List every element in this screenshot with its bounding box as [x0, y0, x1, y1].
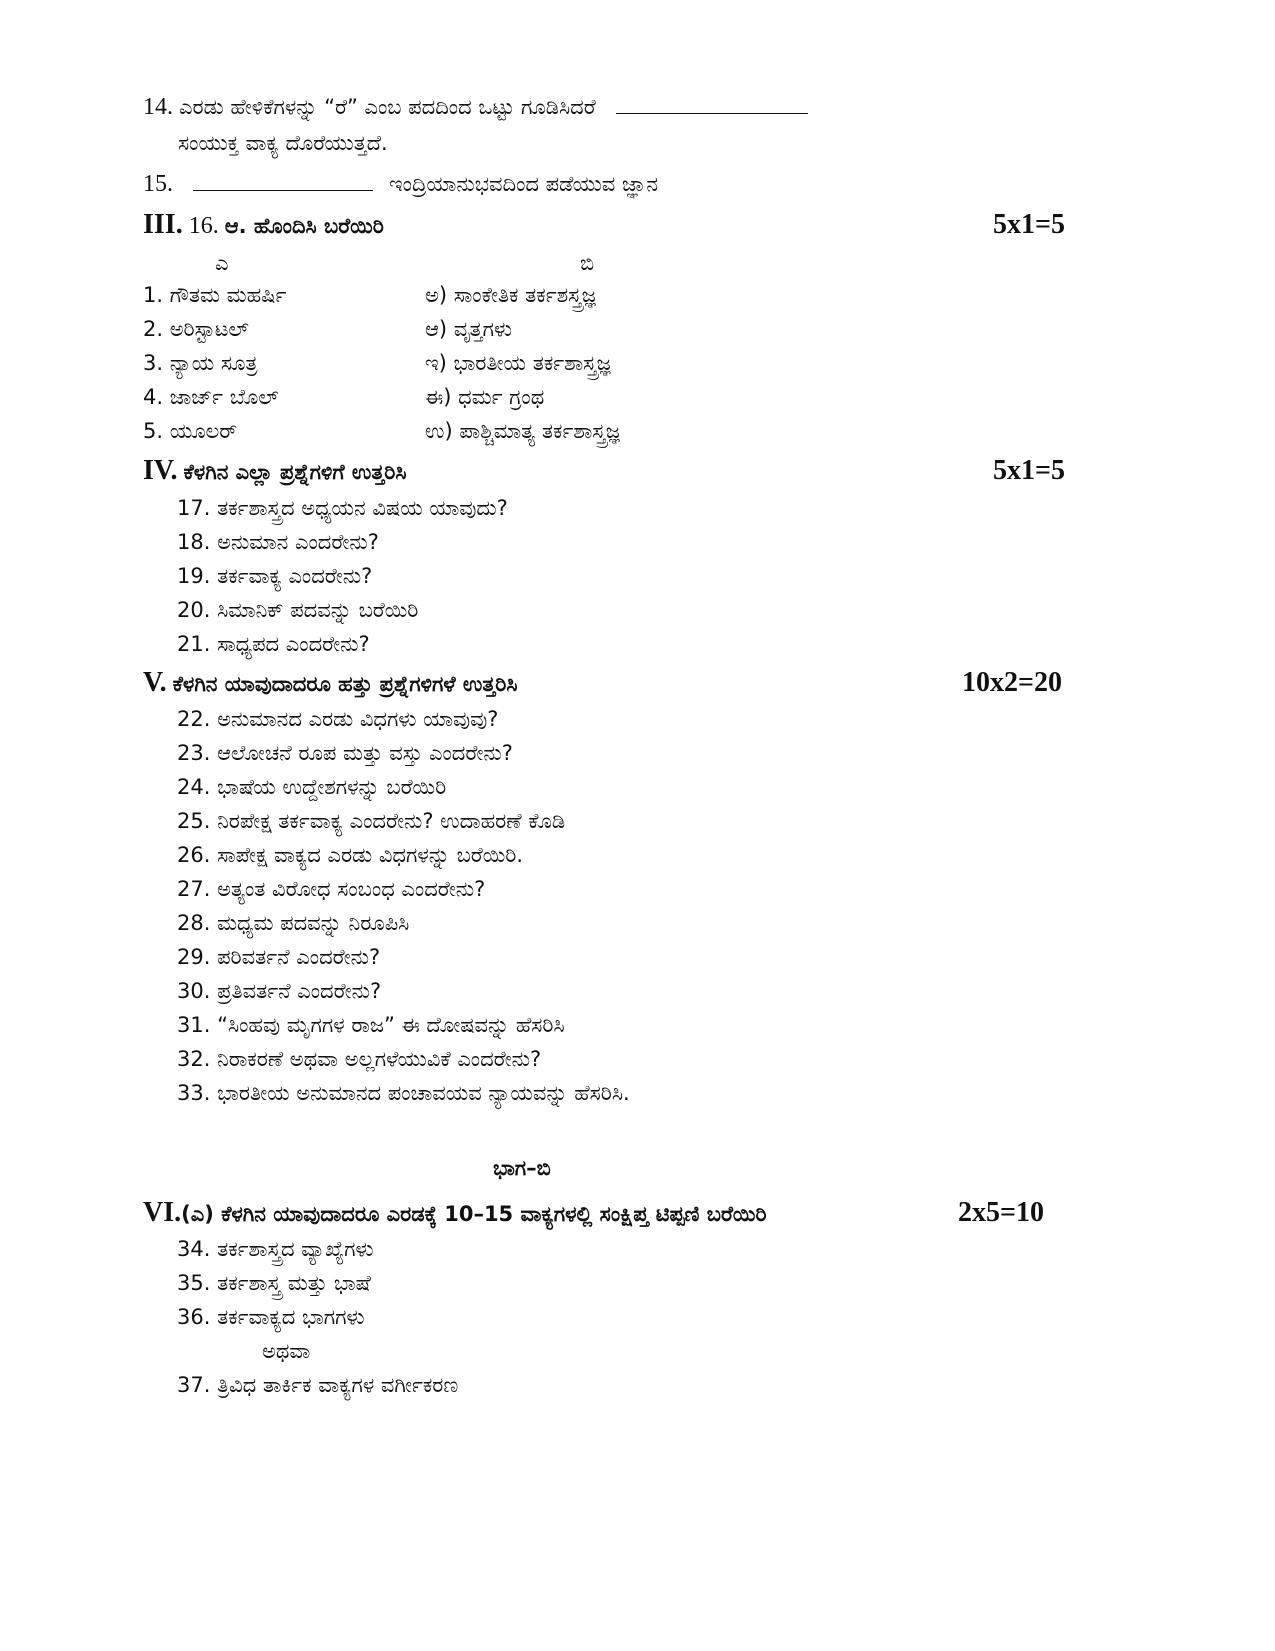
section-3-heading	[143, 208, 384, 243]
question-33: 33. ಭಾರತೀಯ ಅನುಮಾನದ ಪಂಚಾವಯವ ನ್ಯಾಯವನ್ನು ಹೆಸರಿಸಿ.	[177, 1081, 630, 1105]
question-text: ಇಂದ್ರಿಯಾನುಭವದಿಂದ ಪಡೆಯುವ ಜ್ಞಾನ	[389, 172, 659, 196]
column-b-heading: ಬಿ	[580, 251, 595, 275]
section-roman: III.	[143, 209, 183, 240]
section-6-marks: 2x5=10	[958, 1197, 1044, 1228]
question-18: 18. ಅನುಮಾನ ಎಂದರೇನು?	[177, 530, 379, 554]
column-a-heading: ಎ	[215, 251, 229, 275]
match-a-3: 3. ನ್ಯಾಯ ಸೂತ್ರ	[143, 351, 258, 375]
question-32: 32. ನಿರಾಕರಣೆ ಅಥವಾ ಅಲ್ಲಗಳೆಯುವಿಕೆ ಎಂದರೇನು?	[177, 1047, 542, 1071]
section-roman: IV.	[143, 455, 178, 486]
section-roman: V.	[143, 667, 167, 698]
section-6-heading	[143, 1196, 767, 1231]
match-a-4: 4. ಜಾರ್ಜ್ ಬೊಲ್	[143, 385, 279, 409]
match-a-5: 5. ಯೂಲರ್	[143, 419, 238, 443]
question-22: 22. ಅನುಮಾನದ ಎರಡು ವಿಧಗಳು ಯಾವುವು?	[177, 707, 499, 731]
question-number: 15.	[143, 171, 173, 197]
question-34: 34. ತರ್ಕಶಾಸ್ತ್ರದ ವ್ಯಾಖ್ಯೆಗಳು	[177, 1237, 374, 1261]
question-21: 21. ಸಾಧ್ಯಪದ ಎಂದರೇನು?	[177, 632, 370, 656]
section-roman: VI.	[143, 1197, 182, 1228]
section-5-heading	[143, 666, 518, 701]
match-a-1: 1. ಗೌತಮ ಮಹರ್ಷಿ	[143, 283, 287, 307]
question-36: 36. ತರ್ಕವಾಕ್ಯದ ಭಾಗಗಳು	[177, 1305, 365, 1329]
match-b-5: ಉ) ಪಾಶ್ಚಿಮಾತ್ಯ ತರ್ಕಶಾಸ್ತ್ರಜ್ಞ	[425, 419, 620, 443]
question-number: 14.	[143, 94, 173, 120]
question-20: 20. ಸಿಮಾನಿಕ್ ಪದವನ್ನು ಬರೆಯಿರಿ	[177, 598, 419, 622]
section-title: ಕೆಳಗಿನ ಎಲ್ಲಾ ಪ್ರಶ್ನೆಗಳಿಗೆ ಉತ್ತರಿಸಿ	[183, 460, 407, 484]
section-title: ಕೆಳಗಿನ ಯಾವುದಾದರೂ ಹತ್ತು ಪ್ರಶ್ನೆಗಳಿಗಳೆ ಉತ್ತರಿಸಿ	[172, 672, 518, 696]
or-label: ಅಥವಾ	[262, 1339, 311, 1363]
section-4-heading	[143, 454, 406, 489]
section-title: (ಎ) ಕೆಳಗಿನ ಯಾವುದಾದರೂ ಎರಡಕ್ಕೆ 10–15 ವಾಕ್ಯಗಳಲ್ಲಿ ಸಂಕ್ಷಿಪ್ತ ಟಿಪ್ಪಣಿ ಬರೆಯಿರಿ	[181, 1202, 767, 1226]
question-15	[143, 167, 658, 201]
question-14	[143, 90, 808, 124]
question-37: 37. ತ್ರಿವಿಧ ತಾರ್ಕಿಕ ವಾಕ್ಯಗಳ ವರ್ಗೀಕರಣ	[177, 1373, 459, 1397]
answer-blank	[616, 93, 808, 114]
section-4-marks: 5x1=5	[993, 455, 1065, 486]
question-17: 17. ತರ್ಕಶಾಸ್ತ್ರದ ಅಧ್ಯಯನ ವಿಷಯ ಯಾವುದು?	[177, 496, 508, 520]
section-3-marks: 5x1=5	[993, 209, 1065, 240]
part-b-heading: ಭಾಗ–ಬಿ	[493, 1156, 551, 1180]
match-b-3: ಇ) ಭಾರತೀಯ ತರ್ಕಶಾಸ್ತ್ರಜ್ಞ	[425, 351, 611, 375]
answer-blank	[193, 170, 373, 191]
match-a-2: 2. ಅರಿಸ್ಟಾಟಲ್	[143, 317, 249, 341]
question-31: 31. “ಸಿಂಹವು ಮೃಗಗಳ ರಾಜ” ಈ ದೋಷವನ್ನು ಹೆಸರಿಸಿ	[177, 1013, 565, 1037]
match-b-4: ಈ) ಧರ್ಮ ಗ್ರಂಥ	[425, 385, 545, 409]
section-5-marks: 10x2=20	[962, 667, 1062, 698]
question-number: 16.	[188, 213, 219, 239]
question-29: 29. ಪರಿವರ್ತನೆ ಎಂದರೇನು?	[177, 945, 381, 969]
match-b-1: ಅ) ಸಾಂಕೇತಿಕ ತರ್ಕಶಸ್ತ್ರಜ್ಞ	[425, 283, 596, 307]
question-19: 19. ತರ್ಕವಾಕ್ಯ ಎಂದರೇನು?	[177, 564, 373, 588]
question-25: 25. ನಿರಪೇಕ್ಷ ತರ್ಕವಾಕ್ಯ ಎಂದರೇನು? ಉದಾಹರಣೆ ಕೊಡಿ	[177, 809, 566, 833]
question-28: 28. ಮಧ್ಯಮ ಪದವನ್ನು ನಿರೂಪಿಸಿ	[177, 911, 410, 935]
match-b-2: ಆ) ವೃತ್ತಗಳು	[425, 317, 513, 341]
question-text: ಎರಡು ಹೇಳಿಕೆಗಳನ್ನು “ರೆ” ಎಂಬ ಪದದಿಂದ ಒಟ್ಟು ಗೂಡಿಸಿದರೆ	[179, 95, 596, 119]
section-title: ಆ. ಹೊಂದಿಸಿ ಬರೆಯಿರಿ	[224, 214, 384, 238]
question-26: 26. ಸಾಪೇಕ್ಷ ವಾಕ್ಯದ ಎರಡು ವಿಧಗಳನ್ನು ಬರೆಯಿರಿ.	[177, 843, 524, 867]
question-30: 30. ಪ್ರತಿವರ್ತನೆ ಎಂದರೇನು?	[177, 979, 382, 1003]
question-27: 27. ಅತ್ಯಂತ ವಿರೋಧ ಸಂಬಂಧ ಎಂದರೇನು?	[177, 877, 486, 901]
question-24: 24. ಭಾಷೆಯ ಉದ್ದೇಶಗಳನ್ನು ಬರೆಯಿರಿ	[177, 775, 447, 799]
question-35: 35. ತರ್ಕಶಾಸ್ತ್ರ ಮತ್ತು ಭಾಷೆ	[177, 1271, 371, 1295]
question-14-continuation: ಸಂಯುಕ್ತ ವಾಕ್ಯ ದೊರೆಯುತ್ತದೆ.	[178, 131, 388, 155]
question-23: 23. ಆಲೋಚನೆ ರೂಪ ಮತ್ತು ವಸ್ತು ಎಂದರೇನು?	[177, 741, 513, 765]
